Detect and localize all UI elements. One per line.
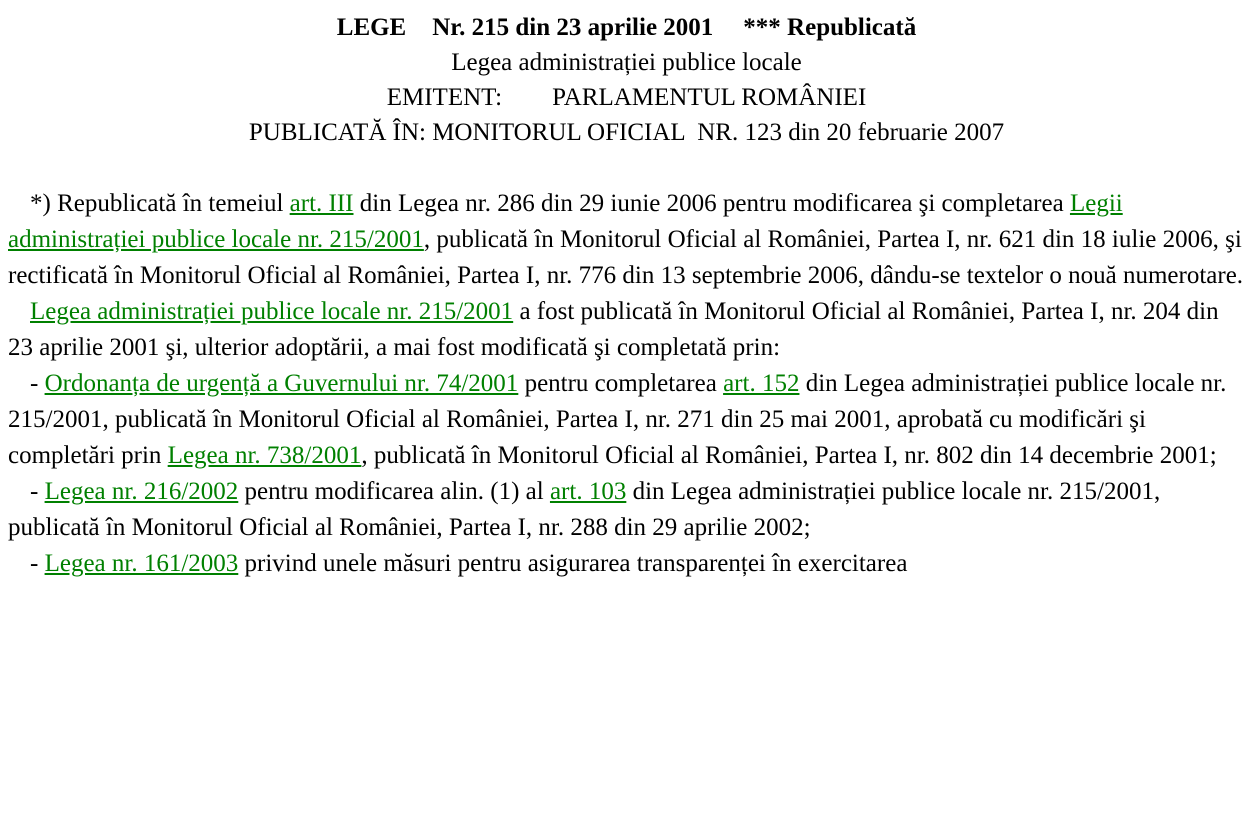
text-segment: - (30, 478, 45, 505)
paragraph-republication-note (8, 186, 1245, 294)
link-legea-738-2001[interactable]: Legea nr. 738/2001 (167, 442, 362, 469)
law-title (8, 10, 1245, 45)
document-header (8, 0, 1245, 150)
link-legea-215-2001[interactable]: Legea administrației publice locale nr. 215/2001 (30, 298, 514, 325)
text-segment: din Legea administrației publice locale nr. 215/2001, publicată în Monitorul Oficial al României, Partea I, nr. 271 din 25 mai 2001, aprobată cu modificări şi completări prin (8, 370, 1227, 469)
link-oug-74-2001[interactable]: Ordonanța de urgență a Guvernului nr. 74/2001 (44, 370, 519, 397)
link-legea-161-2003[interactable]: Legea nr. 161/2003 (44, 550, 239, 577)
text-segment: pentru modificarea alin. (1) al (238, 478, 550, 505)
link-art-iii[interactable]: art. III (289, 190, 354, 217)
title-republicata: *** Republicată (743, 14, 917, 41)
emitent-line (8, 80, 1245, 115)
text-segment: , publicată în Monitorul Oficial al României, Partea I, nr. 802 din 14 decembrie 2001; (361, 442, 1217, 469)
text-segment: a fost publicată în Monitorul Oficial al României, Partea I, nr. 204 din 23 aprilie 2001 şi, ulterior adoptării, a mai fost modificată şi completată prin: (8, 298, 1219, 361)
paragraph-original-publication (8, 294, 1245, 366)
text-segment: *) Republicată în temeiul (30, 190, 290, 217)
text-segment: din Legea nr. 286 din 29 iunie 2006 pentru modificarea şi completarea (353, 190, 1070, 217)
paragraph-legea-161-2003 (8, 546, 1245, 582)
link-art-152[interactable]: art. 152 (723, 370, 800, 397)
text-segment: , publicată în Monitorul Oficial al României, Partea I, nr. 621 din 18 iulie 2006, şi rectificată în Monitorul Oficial al României, Partea I, nr. 776 din 13 septembrie 2006, dându-se textelor o nouă numerotare. (8, 226, 1244, 289)
title-lege: LEGE (336, 14, 407, 41)
text-segment: privind unele măsuri pentru asigurarea transparenței în exercitarea (238, 550, 908, 577)
document-body (8, 186, 1245, 582)
text-segment: - (30, 550, 45, 577)
link-art-103[interactable]: art. 103 (549, 478, 627, 505)
emitent-label: EMITENT: (386, 84, 503, 111)
paragraph-legea-216-2002 (8, 474, 1245, 546)
law-subtitle: Legea administrației publice locale (451, 49, 802, 76)
paragraph-oug-74-2001 (8, 366, 1245, 474)
link-legii-215-2001[interactable]: Legii administrației publice locale nr. 215/2001 (8, 190, 1123, 253)
text-segment: - (30, 370, 45, 397)
text-segment: pentru completarea (518, 370, 724, 397)
emitent-value: PARLAMENTUL ROMÂNIEI (552, 84, 867, 111)
publication-line: PUBLICATĂ ÎN: MONITORUL OFICIAL NR. 123 din 20 februarie 2007 (248, 119, 1005, 146)
title-number-date: Nr. 215 din 23 aprilie 2001 (432, 14, 714, 41)
text-segment: din Legea administrației publice locale nr. 215/2001, publicată în Monitorul Oficial al României, Partea I, nr. 288 din 29 aprilie 2002; (8, 478, 1161, 541)
link-legea-216-2002[interactable]: Legea nr. 216/2002 (44, 478, 239, 505)
